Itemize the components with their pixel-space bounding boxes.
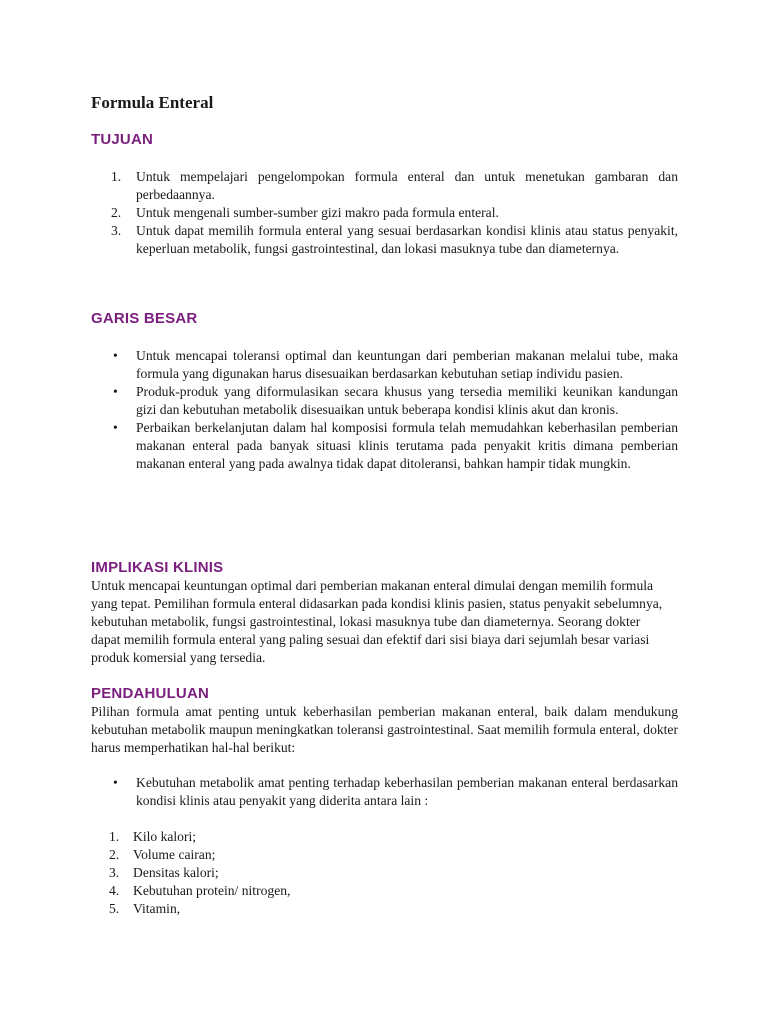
heading-tujuan: TUJUAN [91, 131, 154, 148]
list-item-text: Kebutuhan protein/ nitrogen, [133, 883, 291, 898]
list-item-text: Untuk dapat memilih formula enteral yang sesuai berdasarkan kondisi klinis atau status penyakit, keperluan metabolik, fungsi gastrointestinal, dan lokasi masuknya tube dan diameternya. [136, 223, 678, 256]
list-item [109, 864, 533, 882]
list-item-text: Untuk mencapai toleransi optimal dan keuntungan dari pemberian makanan melalui tube, maka formula yang digunakan harus disesuaikan berdasarkan kebutuhan setiap individu pasien. [136, 348, 678, 381]
list-item-text: Vitamin, [133, 901, 181, 916]
list-item [113, 383, 678, 419]
list-number: 2. [111, 205, 122, 220]
document-title: Formula Enteral [91, 93, 214, 112]
heading-pendahuluan: PENDAHULUAN [91, 685, 210, 702]
pendahuluan-paragraph: Pilihan formula amat penting untuk keberhasilan pemberian makanan enteral, baik dalam mendukung kebutuhan metabolik maupun meningkatkan toleransi gastrointestinal. Saat memilih formula enteral, dokter harus memperhatikan hal-hal berikut: [91, 704, 678, 755]
list-item [109, 846, 533, 864]
list-item-text: Volume cairan; [133, 847, 216, 862]
list-number: 2. [109, 847, 120, 862]
list-number: 3. [109, 865, 120, 880]
list-item-text: Perbaikan berkelanjutan dalam hal komposisi formula telah memudahkan keberhasilan pemberian makanan enteral pada banyak situasi klinis terutama pada penyakit kritis dimana pemberian makanan enteral yang pada awalnya tidak dapat ditoleransi, bahkan hampir tidak mungkin. [136, 420, 678, 471]
list-number: 5. [109, 901, 120, 916]
list-item [111, 222, 678, 258]
list-number: 3. [111, 223, 122, 238]
list-item [109, 882, 533, 900]
pendahuluan-bullet-list [113, 774, 678, 810]
heading-garis-besar: GARIS BESAR [91, 310, 198, 327]
list-item-text: Untuk mengenali sumber-sumber gizi makro pada formula enteral. [136, 205, 499, 220]
bullet-icon: • [113, 420, 118, 435]
list-number: 1. [111, 169, 122, 184]
list-item [111, 204, 678, 222]
bullet-icon: • [113, 348, 118, 363]
garis-besar-list [113, 347, 678, 473]
list-item [109, 828, 533, 846]
list-item-text: Produk-produk yang diformulasikan secara khusus yang tersedia memiliki keunikan kandungan gizi dan kebutuhan metabolik disesuaikan untuk beberapa kondisi klinis akut dan kronis. [136, 384, 678, 417]
list-item-text: Kilo kalori; [133, 829, 197, 844]
list-item [111, 168, 678, 204]
tujuan-list [111, 168, 678, 258]
list-item-text: Densitas kalori; [133, 865, 219, 880]
list-item-text: Untuk mempelajari pengelompokan formula enteral dan untuk menetukan gambaran dan perbedaannya. [136, 169, 678, 202]
list-item-text: Kebutuhan metabolik amat penting terhadap keberhasilan pemberian makanan enteral berdasarkan kondisi klinis atau penyakit yang diderita antara lain : [136, 775, 678, 808]
kebutuhan-list [109, 828, 533, 918]
list-item [113, 774, 678, 810]
list-item [109, 900, 533, 918]
bullet-icon: • [113, 775, 118, 790]
list-number: 4. [109, 883, 120, 898]
implikasi-klinis-paragraph: Untuk mencapai keuntungan optimal dari pemberian makanan enteral dimulai dengan memilih formula yang tepat. Pemilihan formula enteral didasarkan pada kondisi klinis pasien, status penyakit sebelumnya, kebutuhan metabolik, fungsi gastrointestinal, lokasi masuknya tube dan diameternya. Seorang dokter dapat memilih formula enteral yang paling sesuai dan efektif dari sisi biaya dari sejumlah besar variasi produk komersial yang tersedia. [91, 578, 663, 665]
list-item [113, 347, 678, 383]
bullet-icon: • [113, 384, 118, 399]
list-item [113, 419, 678, 473]
heading-implikasi-klinis: IMPLIKASI KLINIS [91, 559, 224, 576]
list-number: 1. [109, 829, 120, 844]
